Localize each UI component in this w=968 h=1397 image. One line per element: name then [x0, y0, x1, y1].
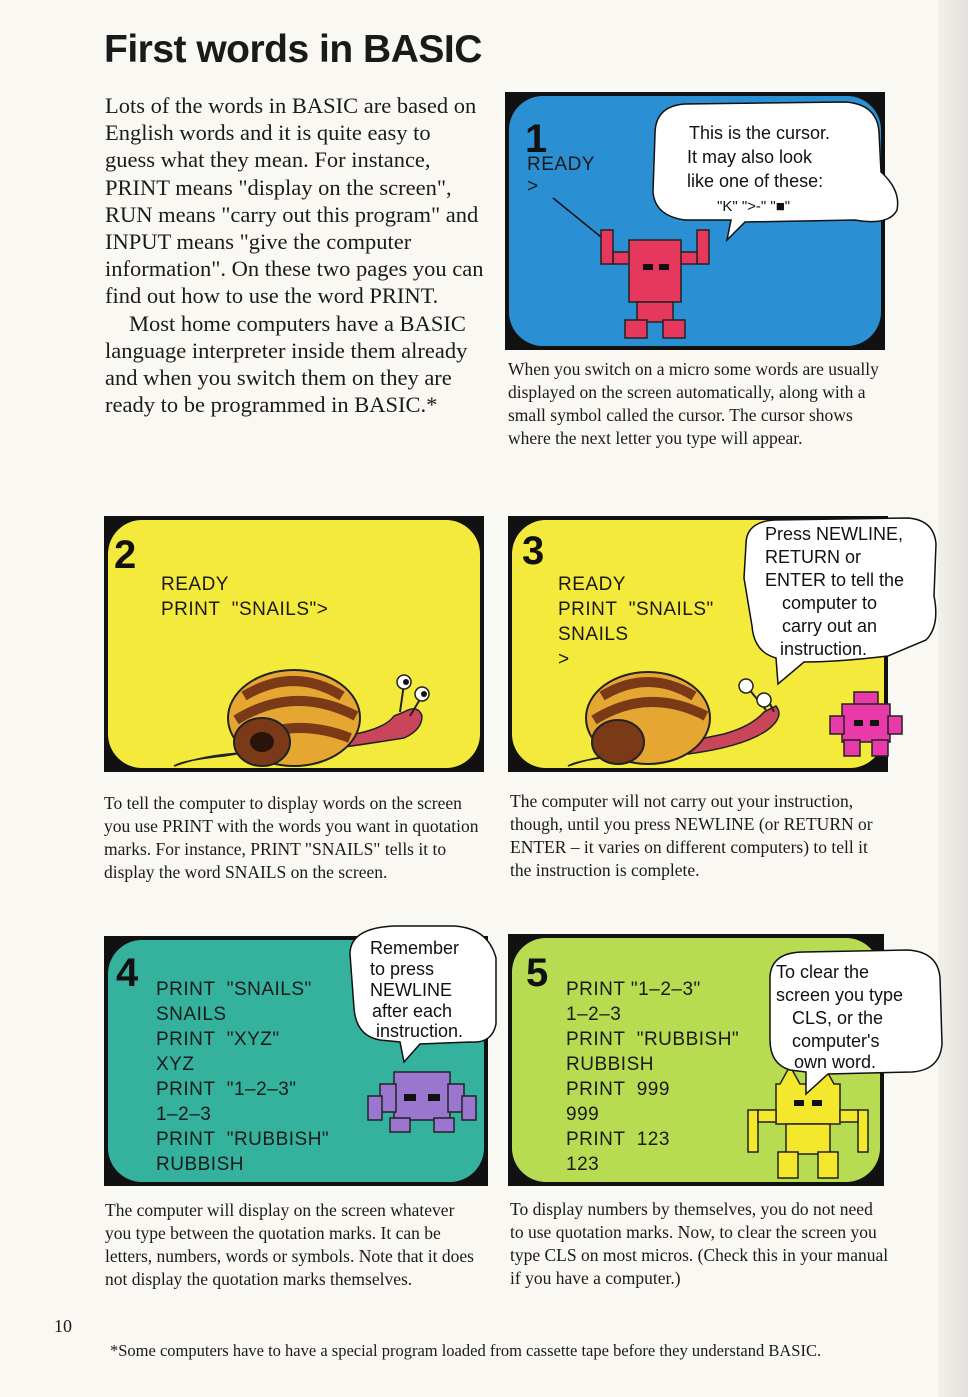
panel-5-line-4: RUBBISH — [566, 1054, 654, 1075]
panel-2-line-2: PRINT "SNAILS"> — [161, 599, 329, 620]
page-number: 10 — [54, 1316, 72, 1336]
intro-paragraph-1: Lots of the words in BASIC are based on English words and it is quite easy to guess what they mean. For instance, PRINT means "display on the screen", RUN means "carry out this program" and INPUT means "give the computer information". On these two pages you can find out how to use the word PRINT. — [105, 93, 484, 309]
panel-5-bubble-line-4: computer's — [792, 1031, 880, 1051]
panel-3-bubble-line-1: Press NEWLINE, — [765, 524, 904, 544]
footnote: *Some computers have to have a special program loaded from cassette tape before they understand BASIC. — [110, 1341, 822, 1360]
panel-4-line-1: PRINT "SNAILS" — [156, 979, 312, 1000]
panel-2-screen — [104, 516, 488, 778]
panel-4-screen — [104, 924, 500, 1188]
panel-4-line-8: RUBBISH — [156, 1154, 244, 1175]
panel-4-line-7: PRINT "RUBBISH" — [156, 1129, 330, 1150]
panel-3-line-1: READY — [558, 574, 626, 595]
panel-4-bubble-line-4: after each — [372, 1001, 453, 1021]
panel-5-bubble-line-5: own word. — [794, 1052, 877, 1072]
panel-3-bubble-line-6: instruction. — [780, 639, 868, 659]
panel-1-bubble-line-3: like one of these: — [687, 171, 824, 191]
panel-5-line-8: 123 — [566, 1154, 600, 1175]
intro-paragraph-2: Most home computers have a BASIC language interpreter inside them already and when you switch them on they are ready to be programmed in BASIC.* — [105, 310, 468, 418]
panel-3-bubble-line-2: RETURN or — [765, 547, 862, 567]
panel-1-number: 1 — [525, 117, 548, 161]
panel-1-bubble-line-1: This is the cursor. — [689, 123, 831, 143]
panel-5-line-2: 1–2–3 — [566, 1004, 622, 1025]
panel-1-line-1: READY — [527, 154, 595, 175]
panel-1-line-2: > — [527, 176, 539, 197]
panel-4-caption: The computer will display on the screen whatever you type between the quotation marks. It can be letters, numbers, words or symbols. Note that it does not display the quotation marks themselves. — [105, 1200, 474, 1289]
panel-5-bubble-line-3: CLS, or the — [792, 1008, 884, 1028]
panel-5-line-6: 999 — [566, 1104, 600, 1125]
panel-4-line-5: PRINT "1–2–3" — [156, 1079, 297, 1100]
panel-3-screen — [508, 516, 940, 778]
panel-4-line-3: PRINT "XYZ" — [156, 1029, 280, 1050]
panel-4-bubble-line-3: NEWLINE — [370, 980, 453, 1000]
panel-5-line-3: PRINT "RUBBISH" — [566, 1029, 740, 1050]
page-title: First words in BASIC — [104, 28, 482, 71]
panel-4-number: 4 — [116, 951, 139, 995]
panel-2-number: 2 — [114, 533, 137, 577]
intro-text — [105, 92, 485, 418]
panel-4-line-2: SNAILS — [156, 1004, 227, 1025]
panel-3-number: 3 — [522, 529, 545, 573]
panel-3-line-4: > — [558, 649, 570, 670]
panel-3-line-3: SNAILS — [558, 624, 629, 645]
panel-3-line-2: PRINT "SNAILS" — [558, 599, 714, 620]
panel-3-bubble-line-4: computer to — [782, 593, 878, 613]
panel-5-line-1: PRINT "1–2–3" — [566, 979, 701, 1000]
panel-2-line-1: READY — [161, 574, 229, 595]
panel-5-caption: To display numbers by themselves, you do not need to use quotation marks. Now, to clear the screen you type CLS on most micros. (Check this in your manual if you have a computer.) — [510, 1199, 889, 1288]
panel-5-bubble-line-2: screen you type — [776, 985, 904, 1005]
panel-2-caption: To tell the computer to display words on the screen you use PRINT with the words you want in quotation marks. For instance, PRINT "SNAILS" tells it to display the word SNAILS on the screen. — [104, 793, 479, 882]
panel-4-bubble-line-1: Remember — [370, 938, 460, 958]
panel-1-bubble-line-4: "K" ">-" "■" — [717, 198, 791, 215]
panel-3-bubble-line-3: ENTER to tell the — [765, 570, 905, 590]
panel-5-number: 5 — [526, 951, 549, 995]
panel-5-bubble-line-1: To clear the — [776, 962, 870, 982]
panel-5-line-7: PRINT 123 — [566, 1129, 670, 1150]
panel-3-bubble-line-5: carry out an — [782, 616, 878, 636]
panel-4-line-4: XYZ — [156, 1054, 195, 1075]
panel-5-screen — [508, 934, 948, 1192]
panel-1-screen — [505, 92, 905, 358]
panel-1-bubble-line-2: It may also look — [687, 147, 813, 167]
panel-1-caption: When you switch on a micro some words are usually displayed on the screen automatically, along with a small symbol called the cursor. The cursor shows where the next letter you type will appear. — [508, 359, 879, 448]
panel-3-caption: The computer will not carry out your instruction, though, until you press NEWLINE (or RETURN or ENTER – it varies on different computers) to tell it the instruction is complete. — [510, 791, 873, 880]
panel-4-line-6: 1–2–3 — [156, 1104, 212, 1125]
panel-5-line-5: PRINT 999 — [566, 1079, 670, 1100]
panel-4-bubble-line-5: instruction. — [376, 1021, 464, 1041]
panel-4-bubble-line-2: to press — [370, 959, 435, 979]
